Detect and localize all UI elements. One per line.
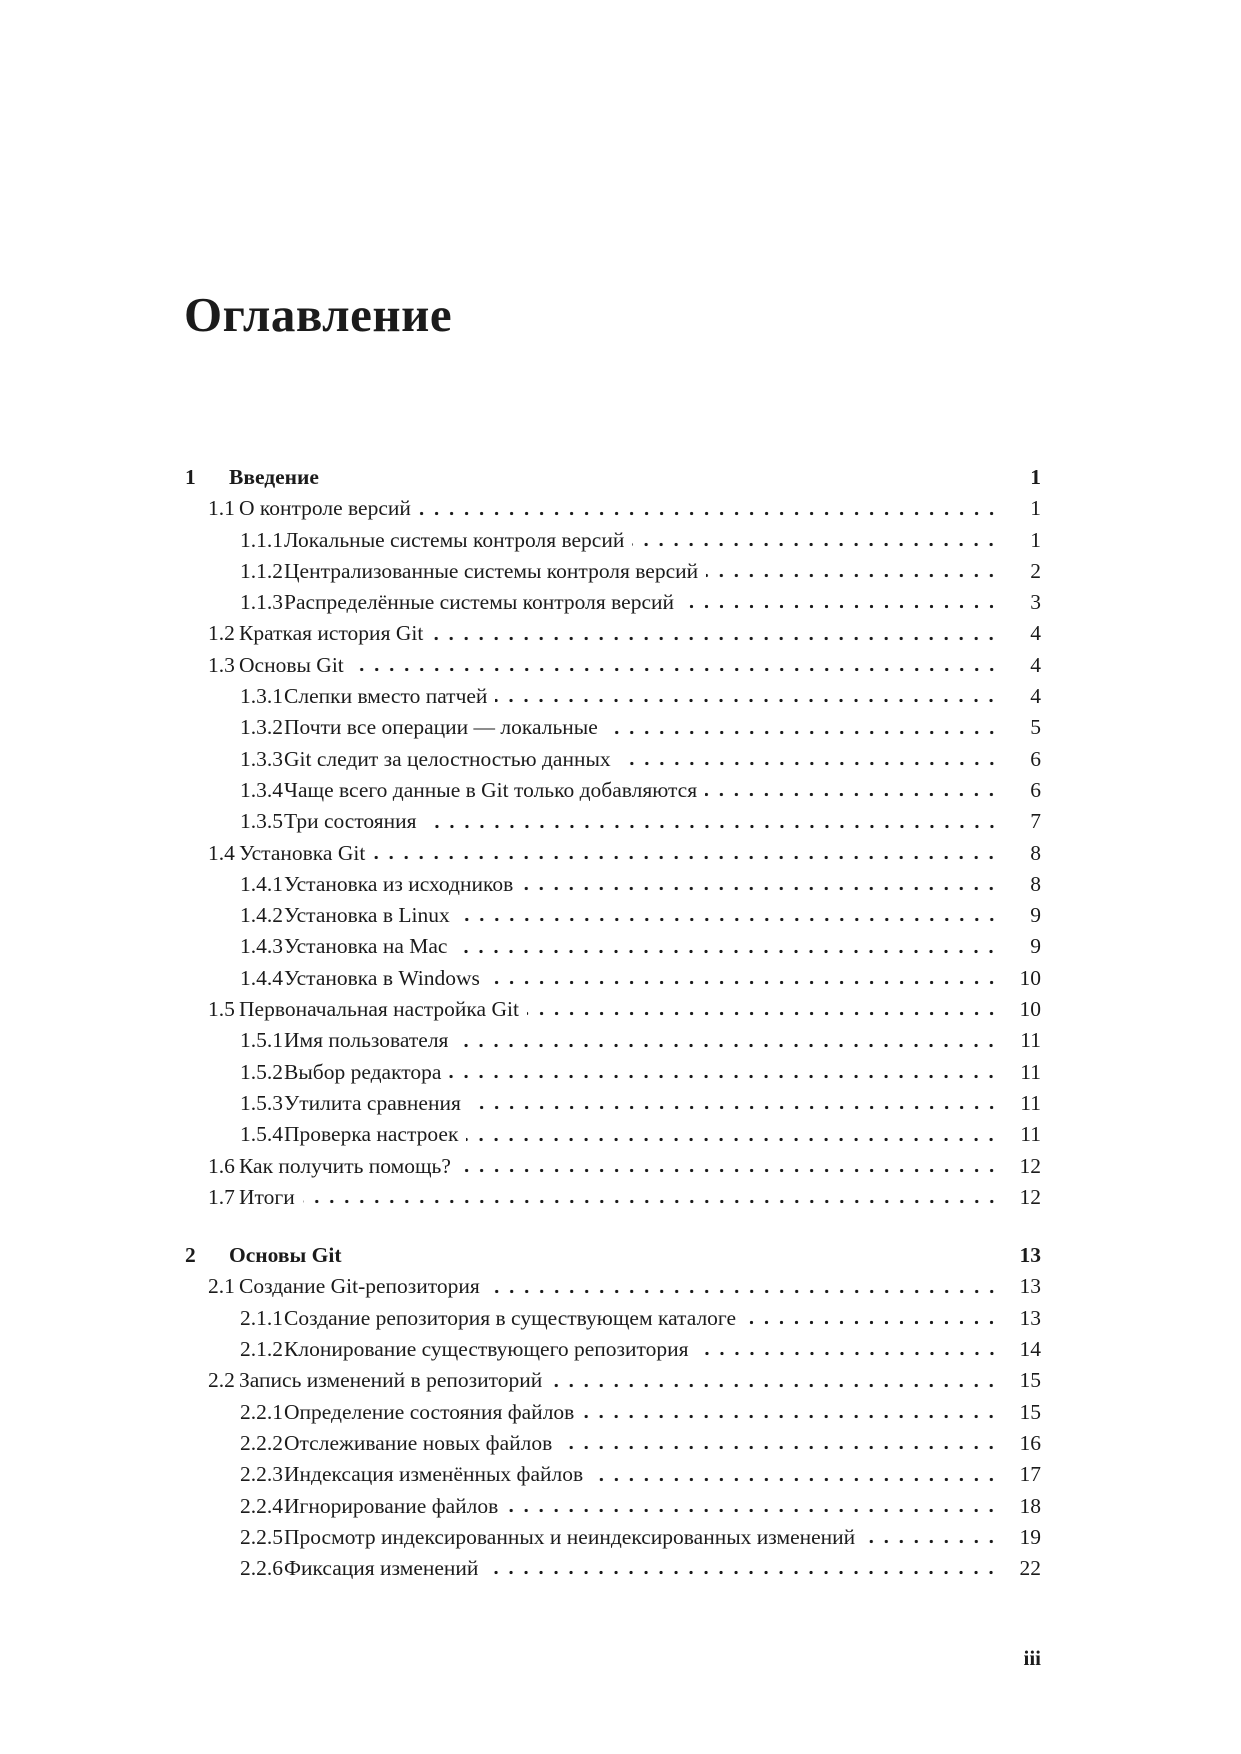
toc-entry-row[interactable]	[185, 931, 1041, 962]
entry-number: 1.5.3	[240, 1090, 283, 1115]
toc-entry-row[interactable]	[185, 1397, 1041, 1428]
entry-number: 1.5.2	[240, 1059, 283, 1084]
entry-page-number: 5	[1030, 715, 1041, 740]
entry-page-number: 4	[1030, 621, 1041, 646]
entry-number: 2.1.1	[240, 1305, 283, 1330]
entry-number: 1.3.4	[240, 777, 283, 802]
entry-title: Распределённые системы контроля версий	[284, 590, 674, 615]
entry-number: 1.4	[208, 840, 235, 865]
toc-entry-row[interactable]	[185, 900, 1041, 931]
entry-number: 2.2.2	[240, 1430, 283, 1455]
dot-leader	[582, 1402, 999, 1428]
dot-leader	[744, 1308, 999, 1334]
entry-page-number: 9	[1030, 934, 1041, 959]
dot-leader	[455, 937, 999, 963]
entry-page-number: 11	[1020, 1028, 1041, 1053]
entry-title: Введение	[229, 465, 319, 489]
entry-title: Установка в Linux	[284, 903, 450, 928]
entry-number: 1.5.1	[240, 1028, 283, 1053]
entry-page-number: 13	[1019, 1243, 1041, 1268]
entry-number: 1.5.4	[240, 1122, 283, 1147]
entry-number: 2.2.1	[240, 1399, 283, 1424]
toc-entry-row[interactable]	[185, 1303, 1041, 1334]
entry-number: 1.4.4	[240, 965, 283, 990]
dot-leader	[458, 905, 999, 931]
entry-page-number: 8	[1030, 840, 1041, 865]
toc-entry-row[interactable]	[185, 869, 1041, 900]
entry-title: Установка Git	[239, 840, 366, 865]
entry-page-number: 1	[1030, 465, 1041, 489]
dot-leader	[632, 530, 999, 556]
toc-entry-row[interactable]	[185, 1428, 1041, 1459]
entry-number: 2.2.4	[240, 1493, 283, 1518]
entry-number: 2.2.6	[240, 1556, 283, 1581]
toc-entry-row[interactable]	[185, 838, 1041, 869]
entry-number: 2	[185, 1243, 196, 1268]
entry-title: Три состояния	[284, 809, 417, 834]
dot-leader	[606, 718, 999, 744]
toc-entry-row[interactable]	[185, 650, 1041, 681]
dot-leader	[591, 1465, 999, 1491]
entry-page-number: 10	[1019, 965, 1041, 990]
entry-number: 1.3	[208, 652, 235, 677]
entry-page-number: 14	[1019, 1337, 1041, 1362]
toc-entry-row[interactable]	[185, 1491, 1041, 1522]
entry-page-number: 12	[1019, 1184, 1041, 1209]
entry-page-number: 3	[1030, 590, 1041, 615]
entry-page-number: 13	[1019, 1305, 1041, 1330]
dot-leader	[469, 1093, 999, 1119]
entry-title: Git следит за целостностью данных	[284, 746, 611, 771]
dot-leader	[705, 780, 999, 806]
entry-number: 1.1	[208, 496, 235, 521]
entry-page-number: 8	[1030, 871, 1041, 896]
entry-number: 2.1	[208, 1274, 235, 1299]
toc-entry-row[interactable]	[185, 1088, 1041, 1119]
entry-title: Просмотр индексированных и неиндексированных изменений	[284, 1524, 856, 1549]
entry-number: 1.4.2	[240, 903, 283, 928]
entry-title: Установка из исходников	[284, 871, 514, 896]
dot-leader	[466, 1125, 999, 1151]
toc-entry-row[interactable]	[185, 963, 1041, 994]
toc-entry-row[interactable]	[185, 1182, 1041, 1213]
entry-number: 2.2.3	[240, 1462, 283, 1487]
toc-entry-row[interactable]	[185, 1553, 1041, 1584]
toc-entry-row[interactable]	[185, 681, 1041, 712]
entry-page-number: 16	[1019, 1430, 1041, 1455]
entry-title: Игнорирование файлов	[284, 1493, 499, 1518]
dot-leader	[488, 968, 999, 994]
entry-page-number: 4	[1030, 652, 1041, 677]
dot-leader	[373, 843, 999, 869]
toc-list	[185, 462, 1041, 1584]
entry-page-number: 10	[1019, 997, 1041, 1022]
entry-number: 1.4.1	[240, 871, 283, 896]
toc-entry-row[interactable]	[185, 1459, 1041, 1490]
entry-page-number: 6	[1030, 777, 1041, 802]
dot-leader	[303, 1187, 999, 1213]
entry-page-number: 2	[1030, 558, 1041, 583]
entry-title: Проверка настроек	[284, 1122, 459, 1147]
toc-entry-row[interactable]	[185, 1057, 1041, 1088]
entry-number: 1.3.2	[240, 715, 283, 740]
toc-chapter-row[interactable]	[185, 1240, 1041, 1271]
entry-title: Имя пользователя	[284, 1028, 449, 1053]
dot-leader	[327, 467, 999, 493]
entry-number: 1	[185, 465, 196, 489]
entry-title: Создание репозитория в существующем каталоге	[284, 1305, 737, 1330]
dot-leader	[697, 1339, 999, 1365]
entry-page-number: 13	[1019, 1274, 1041, 1299]
dot-leader	[459, 1156, 999, 1182]
entry-title: Выбор редактора	[284, 1059, 442, 1084]
entry-title: Основы Git	[229, 1243, 342, 1268]
entry-page-number: 9	[1030, 903, 1041, 928]
entry-page-number: 1	[1030, 527, 1041, 552]
footer-page-number: iii	[1023, 1646, 1041, 1670]
entry-number: 1.1.3	[240, 590, 283, 615]
entry-title: Определение состояния файлов	[284, 1399, 575, 1424]
entry-page-number: 17	[1019, 1462, 1041, 1487]
entry-title: Итоги	[239, 1184, 295, 1209]
entry-title: Отслеживание новых файлов	[284, 1430, 553, 1455]
dot-leader	[495, 686, 999, 712]
entry-page-number: 22	[1019, 1556, 1041, 1581]
entry-title: Централизованные системы контроля версий	[284, 558, 699, 583]
entry-title: Установка на Mac	[284, 934, 448, 959]
dot-leader	[706, 561, 999, 587]
dot-leader	[352, 655, 999, 681]
toc-chapter-row[interactable]	[185, 462, 1041, 493]
entry-number: 2.2	[208, 1368, 235, 1393]
entry-title: Почти все операции — локальные	[284, 715, 598, 740]
toc-entry-row[interactable]	[185, 806, 1041, 837]
entry-page-number: 12	[1019, 1153, 1041, 1178]
entry-page-number: 19	[1019, 1524, 1041, 1549]
entry-title: О контроле версий	[239, 496, 411, 521]
entry-page-number: 11	[1020, 1090, 1041, 1115]
dot-leader	[560, 1433, 999, 1459]
toc-entry-row[interactable]	[185, 1365, 1041, 1396]
dot-leader	[550, 1371, 999, 1397]
entry-title: Запись изменений в репозиторий	[239, 1368, 543, 1393]
entry-number: 1.3.5	[240, 809, 283, 834]
entry-title: Как получить помощь?	[239, 1153, 451, 1178]
toc-entry-row[interactable]	[185, 1025, 1041, 1056]
dot-leader	[619, 749, 999, 775]
toc-entry-row[interactable]	[185, 994, 1041, 1025]
toc-entry-row[interactable]	[185, 1334, 1041, 1365]
toc-entry-row[interactable]	[185, 556, 1041, 587]
entry-title: Основы Git	[239, 652, 344, 677]
entry-title: Первоначальная настройка Git	[239, 997, 519, 1022]
dot-leader	[506, 1496, 999, 1522]
entry-title: Клонирование существующего репозитория	[284, 1337, 689, 1362]
entry-page-number: 18	[1019, 1493, 1041, 1518]
entry-number: 1.4.3	[240, 934, 283, 959]
entry-title: Установка в Windows	[284, 965, 480, 990]
dot-leader	[456, 1031, 999, 1057]
dot-leader	[486, 1558, 999, 1584]
toc-entry-row[interactable]	[185, 712, 1041, 743]
dot-leader	[527, 999, 999, 1025]
entry-number: 1.5	[208, 997, 235, 1022]
toc-entry-row[interactable]	[185, 493, 1041, 524]
entry-page-number: 11	[1020, 1059, 1041, 1084]
dot-leader	[488, 1277, 999, 1303]
dot-leader	[449, 1062, 999, 1088]
toc-entry-row[interactable]	[185, 775, 1041, 806]
dot-leader	[419, 499, 999, 525]
entry-page-number: 7	[1030, 809, 1041, 834]
dot-leader	[431, 624, 999, 650]
toc-entry-row[interactable]	[185, 525, 1041, 556]
entry-number: 1.6	[208, 1153, 235, 1178]
entry-number: 1.1.2	[240, 558, 283, 583]
dot-leader	[521, 874, 999, 900]
entry-number: 2.2.5	[240, 1524, 283, 1549]
entry-number: 2.1.2	[240, 1337, 283, 1362]
dot-leader	[682, 592, 999, 618]
entry-title: Локальные системы контроля версий	[284, 527, 625, 552]
entry-number: 1.3.1	[240, 684, 283, 709]
entry-number: 1.7	[208, 1184, 235, 1209]
toc-entry-row[interactable]	[185, 1119, 1041, 1150]
entry-title: Утилита сравнения	[284, 1090, 461, 1115]
entry-title: Краткая история Git	[239, 621, 424, 646]
toc-entry-row[interactable]	[185, 744, 1041, 775]
toc-entry-row[interactable]	[185, 1522, 1041, 1553]
entry-title: Слепки вместо патчей	[284, 684, 488, 709]
entry-page-number: 6	[1030, 746, 1041, 771]
toc-entry-row[interactable]	[185, 587, 1041, 618]
dot-leader	[350, 1245, 1000, 1271]
page-title: Оглавление	[184, 287, 453, 342]
entry-title: Фиксация изменений	[284, 1556, 479, 1581]
entry-page-number: 15	[1019, 1368, 1041, 1393]
entry-page-number: 1	[1030, 496, 1041, 521]
toc-entry-row[interactable]	[185, 1271, 1041, 1302]
entry-title: Создание Git-репозитория	[239, 1274, 480, 1299]
entry-title: Индексация изменённых файлов	[284, 1462, 584, 1487]
entry-title: Чаще всего данные в Git только добавляются	[284, 777, 698, 802]
entry-number: 1.1.1	[240, 527, 283, 552]
entry-number: 1.2	[208, 621, 235, 646]
toc-entry-row[interactable]	[185, 1151, 1041, 1182]
dot-leader	[863, 1527, 999, 1553]
toc-entry-row[interactable]	[185, 618, 1041, 649]
entry-page-number: 15	[1019, 1399, 1041, 1424]
entry-page-number: 4	[1030, 684, 1041, 709]
entry-number: 1.3.3	[240, 746, 283, 771]
dot-leader	[425, 812, 999, 838]
entry-page-number: 11	[1020, 1122, 1041, 1147]
